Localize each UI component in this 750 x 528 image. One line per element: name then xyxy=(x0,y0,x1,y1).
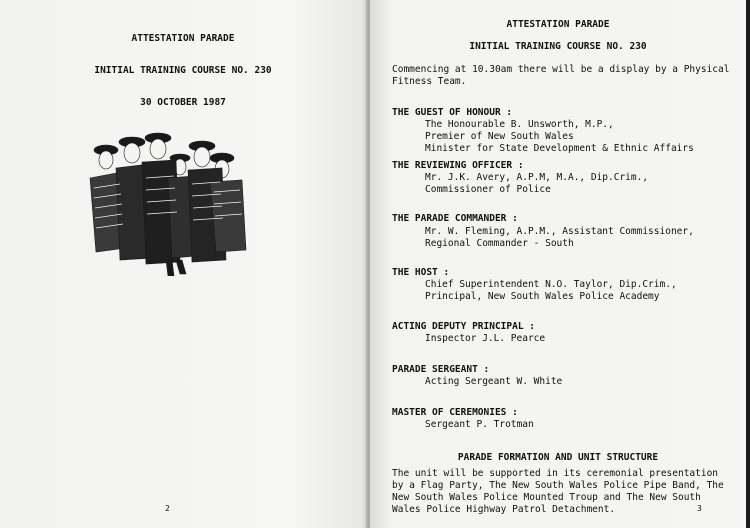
right-page-course: INITIAL TRAINING COURSE NO. 230 xyxy=(469,41,647,52)
section-line: Minister for State Development & Ethnic Affairs xyxy=(425,143,694,154)
left-page-number: 2 xyxy=(165,504,170,513)
fold-shadow xyxy=(362,0,370,528)
section-line: Sergeant P. Trotman xyxy=(425,419,534,430)
section-heading-deputy-principal: ACTING DEPUTY PRINCIPAL : xyxy=(392,321,535,332)
section-heading-guest: THE GUEST OF HONOUR : xyxy=(392,107,513,118)
section-line: Acting Sergeant W. White xyxy=(425,376,563,387)
left-page-course: INITIAL TRAINING COURSE NO. 230 xyxy=(94,65,272,76)
intro-paragraph xyxy=(392,64,730,88)
right-page-title: ATTESTATION PARADE xyxy=(506,19,610,30)
formation-title: PARADE FORMATION AND UNIT STRUCTURE xyxy=(457,452,659,463)
intro-line: Fitness Team. xyxy=(392,76,467,87)
formation-line: by a Flag Party, The New South Wales Police Pipe Band, The xyxy=(392,480,724,491)
section-heading-host: THE HOST : xyxy=(392,267,450,278)
section-line: Inspector J.L. Pearce xyxy=(425,333,546,344)
section-heading-parade-sergeant: PARADE SERGEANT : xyxy=(392,364,490,375)
section-line: Principal, New South Wales Police Academy xyxy=(425,291,660,302)
formation-line: The unit will be supported in its ceremonial presentation xyxy=(392,468,719,479)
section-line: Mr. J.K. Avery, A.P.M, M.A., Dip.Crim., xyxy=(425,172,649,183)
intro-line: Commencing at 10.30am there will be a display by a Physical xyxy=(392,64,730,75)
section-heading-parade-commander: THE PARADE COMMANDER : xyxy=(392,213,518,224)
section-line: Commissioner of Police xyxy=(425,184,551,195)
right-page-number: 3 xyxy=(697,504,702,513)
section-heading-master-ceremonies: MASTER OF CEREMONIES : xyxy=(392,407,518,418)
police-officers-illustration xyxy=(76,128,254,276)
section-line: Premier of New South Wales xyxy=(425,131,574,142)
left-page-title: ATTESTATION PARADE xyxy=(131,33,235,44)
formation-line: New South Wales Police Mounted Troup and The New South xyxy=(392,492,701,503)
section-line: The Honourable B. Unsworth, M.P., xyxy=(425,119,614,130)
section-heading-reviewing: THE REVIEWING OFFICER : xyxy=(392,160,524,171)
formation-paragraph xyxy=(392,468,722,516)
left-page-date: 30 OCTOBER 1987 xyxy=(140,97,226,108)
formation-line: Wales Police Highway Patrol Detachment. xyxy=(392,504,616,515)
section-line: Chief Superintendent N.O. Taylor, Dip.Crim., xyxy=(425,279,677,290)
section-line: Regional Commander - South xyxy=(425,238,574,249)
section-line: Mr. W. Fleming, A.P.M., Assistant Commissioner, xyxy=(425,226,694,237)
